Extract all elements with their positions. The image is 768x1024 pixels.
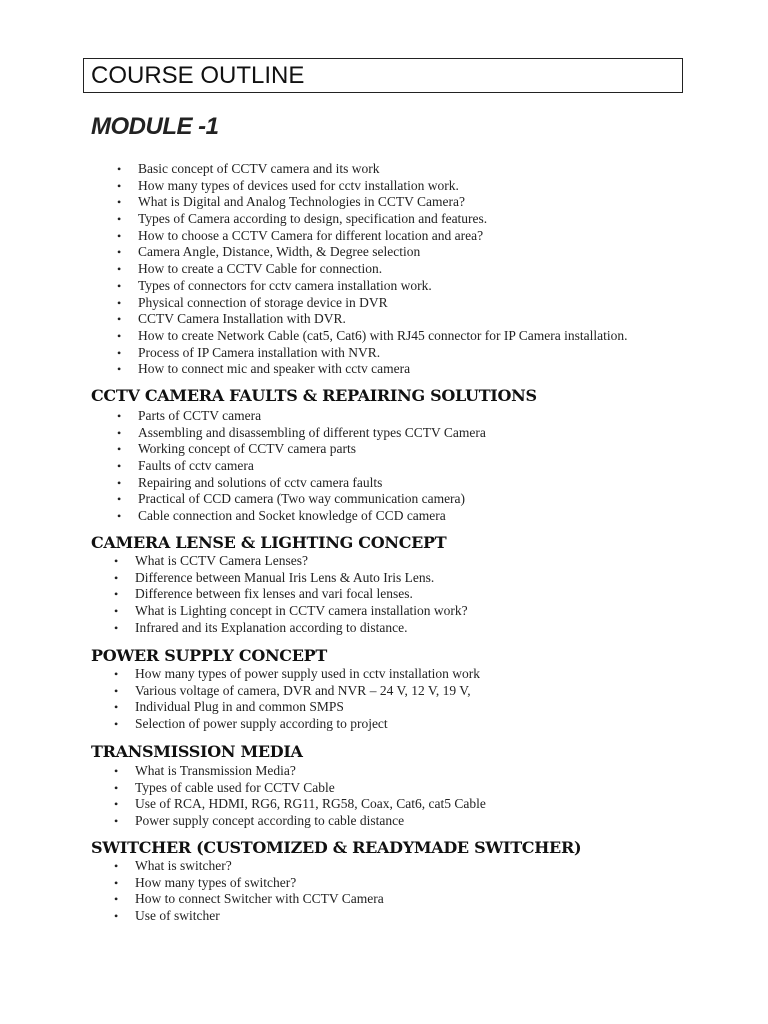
bullet-icon: • <box>117 212 122 227</box>
list-item <box>117 311 627 328</box>
bullet-icon: • <box>117 328 122 343</box>
list-item-text: Physical connection of storage device in DVR <box>138 294 388 310</box>
list-item-text: Use of switcher <box>135 908 220 924</box>
bullet-icon: • <box>117 178 122 193</box>
list-item <box>117 277 627 295</box>
faults-topic-list <box>117 408 486 525</box>
list-item-text: Infrared and its Explanation according to distance. <box>135 619 408 635</box>
list-item <box>117 177 627 195</box>
list-item-text: How to connect mic and speaker with cctv camera <box>138 361 411 377</box>
lense-topic-list <box>114 553 468 636</box>
section-heading-power: POWER SUPPLY CONCEPT <box>91 646 327 665</box>
bullet-icon: • <box>117 295 122 310</box>
list-item <box>117 408 486 425</box>
bullet-icon: • <box>114 814 119 829</box>
bullet-icon: • <box>114 892 119 907</box>
list-item <box>117 424 486 442</box>
bullet-icon: • <box>117 278 122 293</box>
list-item-text: Repairing and solutions of cctv camera faults <box>138 474 383 490</box>
bullet-icon: • <box>117 345 122 360</box>
bullet-icon: • <box>114 717 119 732</box>
section-heading-faults: CCTV CAMERA FAULTS & REPAIRING SOLUTIONS <box>91 386 537 405</box>
bullet-icon: • <box>114 667 119 681</box>
list-item <box>114 891 384 908</box>
list-item-text: Camera Angle, Distance, Width, & Degree selection <box>138 244 421 260</box>
list-item-text: Faults of cctv camera <box>138 458 254 474</box>
bullet-icon: • <box>117 228 122 243</box>
list-item <box>117 327 628 345</box>
list-item <box>117 261 627 278</box>
list-item <box>114 619 468 637</box>
list-item-text: How many types of power supply used in cctv installation work <box>135 666 480 681</box>
list-item-text: Power supply concept according to cable distance <box>135 813 405 829</box>
list-item <box>117 474 486 492</box>
list-item-text: How to create a CCTV Cable for connection. <box>138 261 383 277</box>
list-item <box>114 553 468 570</box>
list-item <box>117 344 627 362</box>
list-item <box>114 569 468 587</box>
list-item-text: Types of cable used for CCTV Cable <box>135 779 335 795</box>
bullet-icon: • <box>117 509 122 524</box>
list-item <box>114 779 486 797</box>
switcher-topic-list <box>114 858 384 925</box>
bullet-icon: • <box>117 459 122 474</box>
list-item-text: How many types of devices used for cctv installation work. <box>138 177 459 193</box>
list-item-text: Individual Plug in and common SMPS <box>135 699 344 715</box>
list-item-text: Difference between Manual Iris Lens & Auto Iris Lens. <box>135 569 435 585</box>
section-heading-switcher: SWITCHER (CUSTOMIZED & READYMADE SWITCHER) <box>91 838 582 857</box>
bullet-icon: • <box>117 312 122 327</box>
list-item-text: Assembling and disassembling of different types CCTV Camera <box>138 424 486 440</box>
list-item <box>117 508 486 525</box>
list-item-text: What is Digital and Analog Technologies in CCTV Camera? <box>138 194 465 210</box>
list-item <box>114 874 384 892</box>
bullet-icon: • <box>114 554 119 568</box>
list-item-text: How to connect Switcher with CCTV Camera <box>135 891 384 907</box>
list-item <box>114 908 384 925</box>
bullet-icon: • <box>117 262 122 277</box>
bullet-icon: • <box>114 700 119 715</box>
list-item <box>117 211 627 228</box>
list-item <box>114 763 486 780</box>
bullet-icon: • <box>117 425 122 440</box>
list-item <box>114 858 384 875</box>
list-item <box>117 491 486 508</box>
module-topic-list <box>117 161 628 378</box>
transmission-topic-list <box>114 763 486 830</box>
list-item <box>117 441 486 458</box>
list-item-text: What is switcher? <box>135 858 232 873</box>
list-item-text: Practical of CCD camera (Two way communication camera) <box>138 491 466 507</box>
bullet-icon: • <box>117 475 122 490</box>
list-item <box>117 227 627 245</box>
bullet-icon: • <box>114 683 119 698</box>
list-item-text: How to choose a CCTV Camera for different location and area? <box>138 227 484 243</box>
list-item-text: What is CCTV Camera Lenses? <box>135 553 308 568</box>
list-item <box>114 699 480 716</box>
bullet-icon: • <box>114 587 119 602</box>
list-item <box>117 361 627 378</box>
list-item-text: Cable connection and Socket knowledge of CCD camera <box>138 508 446 524</box>
bullet-icon: • <box>114 859 119 873</box>
bullet-icon: • <box>114 570 119 585</box>
list-item-text: CCTV Camera Installation with DVR. <box>138 311 346 327</box>
bullet-icon: • <box>114 909 119 924</box>
list-item <box>114 603 468 620</box>
bullet-icon: • <box>117 442 122 457</box>
course-outline-title-box <box>83 58 683 93</box>
list-item <box>114 666 480 683</box>
list-item-text: Selection of power supply according to project <box>135 716 388 732</box>
bullet-icon: • <box>114 764 119 778</box>
list-item-text: Parts of CCTV camera <box>138 408 262 423</box>
list-item <box>117 194 627 211</box>
list-item <box>114 716 480 733</box>
power-topic-list <box>114 666 480 733</box>
list-item-text: Use of RCA, HDMI, RG6, RG11, RG58, Coax, Cat6, cat5 Cable <box>135 796 486 812</box>
list-item-text: Various voltage of camera, DVR and NVR – 24 V, 12 V, 19 V, <box>135 682 471 698</box>
section-heading-transmission: TRANSMISSION MEDIA <box>91 742 303 761</box>
bullet-icon: • <box>114 797 119 812</box>
bullet-icon: • <box>117 195 122 210</box>
list-item <box>117 244 627 261</box>
section-heading-lense: CAMERA LENSE & LIGHTING CONCEPT <box>91 533 447 552</box>
list-item-text: Working concept of CCTV camera parts <box>138 441 356 457</box>
list-item <box>114 586 468 603</box>
list-item <box>114 796 486 813</box>
list-item-text: Difference between fix lenses and vari focal lenses. <box>135 586 413 602</box>
module-title: MODULE -1 <box>91 113 219 140</box>
bullet-icon: • <box>114 875 119 890</box>
list-item <box>114 682 480 700</box>
list-item-text: Types of Camera according to design, specification and features. <box>138 211 488 227</box>
course-outline-title: COURSE OUTLINE <box>91 62 305 89</box>
list-item <box>117 458 486 475</box>
list-item-text: What is Lighting concept in CCTV camera installation work? <box>135 603 468 619</box>
list-item-text: Basic concept of CCTV camera and its work <box>138 161 380 176</box>
list-item-text: Types of connectors for cctv camera installation work. <box>138 277 432 293</box>
list-item-text: What is Transmission Media? <box>135 763 296 778</box>
list-item-text: Process of IP Camera installation with NVR. <box>138 344 381 360</box>
list-item <box>117 161 627 178</box>
list-item <box>114 813 486 830</box>
bullet-icon: • <box>114 604 119 619</box>
bullet-icon: • <box>117 162 122 176</box>
bullet-icon: • <box>114 780 119 795</box>
list-item-text: How to create Network Cable (cat5, Cat6) with RJ45 connector for IP Camera installation. <box>138 327 628 343</box>
bullet-icon: • <box>117 492 122 507</box>
list-item-text: How many types of switcher? <box>135 874 297 890</box>
bullet-icon: • <box>117 245 122 260</box>
bullet-icon: • <box>117 362 122 377</box>
bullet-icon: • <box>114 620 119 635</box>
list-item <box>117 294 627 312</box>
bullet-icon: • <box>117 409 122 423</box>
